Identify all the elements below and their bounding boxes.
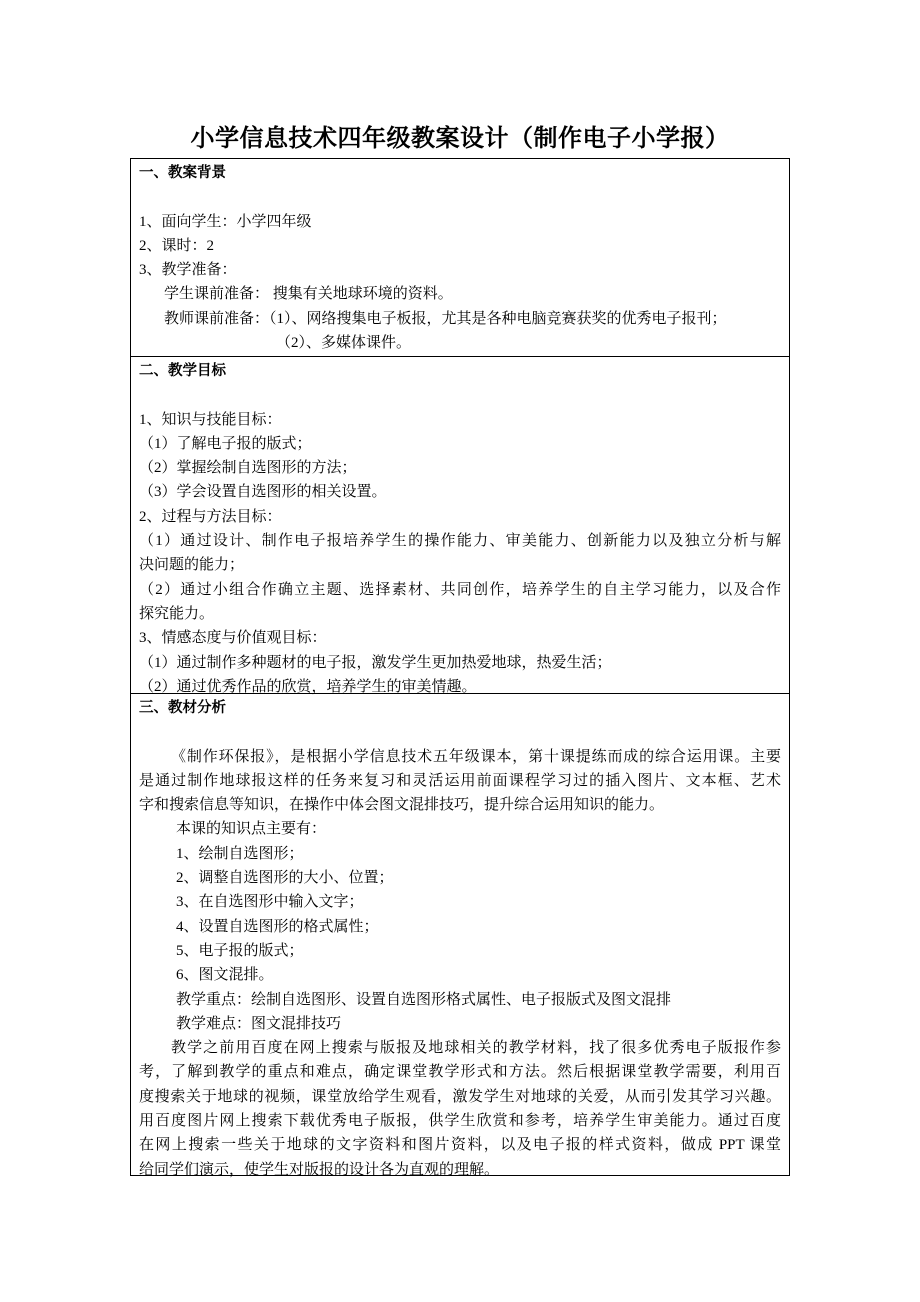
- text-line: （2）通过优秀作品的欣赏，培养学生的审美情趣。: [139, 678, 477, 695]
- section-material-analysis: [131, 693, 789, 1178]
- section-heading: 三、教材分析: [139, 700, 226, 716]
- text-line: 1、面向学生：小学四年级: [139, 213, 312, 230]
- text-line: 是通过制作地球报这样的任务来复习和灵活运用前面课程学习过的插入图片、文本框、艺术: [139, 772, 781, 789]
- text-line: 用百度图片网上搜索下载优秀电子版报，供学生欣赏和参考，培养学生审美能力。通过百度: [139, 1113, 781, 1130]
- text-line: 教师课前准备：（1）、网络搜集电子板报，尤其是各种电脑竞赛获奖的优秀电子报刊；: [164, 310, 727, 327]
- text-line: 字和搜索信息等知识，在操作中体会图文混排技巧，提升综合运用知识的能力。: [139, 797, 665, 814]
- list-item: 3、在自选图形中输入文字；: [176, 894, 364, 911]
- section-objectives: [131, 356, 789, 693]
- list-item: 5、电子报的版式；: [176, 942, 304, 959]
- text-line: 2、课时：2: [139, 237, 215, 254]
- section-heading: 一、教案背景: [139, 165, 226, 181]
- text-line: （2）、多媒体课件。: [276, 335, 412, 352]
- text-line: （1）通过设计、制作电子报培养学生的操作能力、审美能力、创新能力以及独立分析与解: [139, 533, 781, 550]
- text-line: 教学难点：图文混排技巧: [176, 1015, 342, 1032]
- text-line: （2）通过小组合作确立主题、选择素材、共同创作，培养学生的自主学习能力，以及合作: [139, 581, 781, 598]
- section-heading: 二、教学目标: [139, 363, 226, 379]
- list-item: 4、设置自选图形的格式属性；: [176, 918, 379, 935]
- text-line: 1、知识与技能目标：: [139, 411, 282, 428]
- text-line: 考，了解到教学的重点和难点，确定课堂教学形式和方法。然后根据课堂教学需要，利用百: [139, 1064, 781, 1081]
- list-item: 6、图文混排。: [176, 967, 274, 984]
- section-background: [131, 159, 789, 356]
- text-line: （2）掌握绘制自选图形的方法；: [139, 460, 357, 477]
- text-line: 3、情感态度与价值观目标：: [139, 630, 327, 647]
- blank-line: [139, 720, 781, 744]
- text-line: （3）学会设置自选图形的相关设置。: [139, 484, 387, 501]
- text-line: 教学重点：绘制自选图形、设置自选图形格式属性、电子报版式及图文混排: [176, 991, 672, 1008]
- text-line: 3、教学准备：: [139, 262, 237, 279]
- lesson-plan-table: [130, 158, 790, 1176]
- document-title: 小学信息技术四年级教案设计（制作电子小学报）: [190, 124, 730, 152]
- text-line: 《制作环保报》，是根据小学信息技术五年级课本，第十课提练而成的综合运用课。主要: [171, 748, 781, 765]
- text-line: （1）通过制作多种题材的电子报，激发学生更加热爱地球，热爱生活；: [139, 654, 612, 671]
- text-line: 探究能力。: [139, 605, 215, 622]
- text-line: 给同学们演示，使学生对版报的设计各为直观的理解。: [139, 1161, 500, 1178]
- list-item: 2、调整自选图形的大小、位置；: [176, 870, 394, 887]
- text-line: 学生课前准备： 搜集有关地球环境的资料。: [164, 286, 453, 303]
- text-line: 本课的知识点主要有：: [176, 821, 327, 838]
- text-line: 度搜索关于地球的视频，课堂放给学生观看，激发学生对地球的关爱，从而引发其学习兴趣。: [139, 1088, 781, 1105]
- blank-line: [139, 185, 781, 209]
- text-line: 教学之前用百度在网上搜索与版报及地球相关的教学材料，找了很多优秀电子版报作参: [171, 1040, 781, 1057]
- list-item: 1、绘制自选图形；: [176, 845, 304, 862]
- text-line: 决问题的能力；: [139, 557, 245, 574]
- blank-line: [139, 383, 781, 407]
- text-line: 2、过程与方法目标：: [139, 508, 282, 525]
- text-line: （1）了解电子报的版式；: [139, 435, 312, 452]
- text-line: 在网上搜索一些关于地球的文字资料和图片资料，以及电子报的样式资料，做成 PPT 课堂: [139, 1137, 781, 1154]
